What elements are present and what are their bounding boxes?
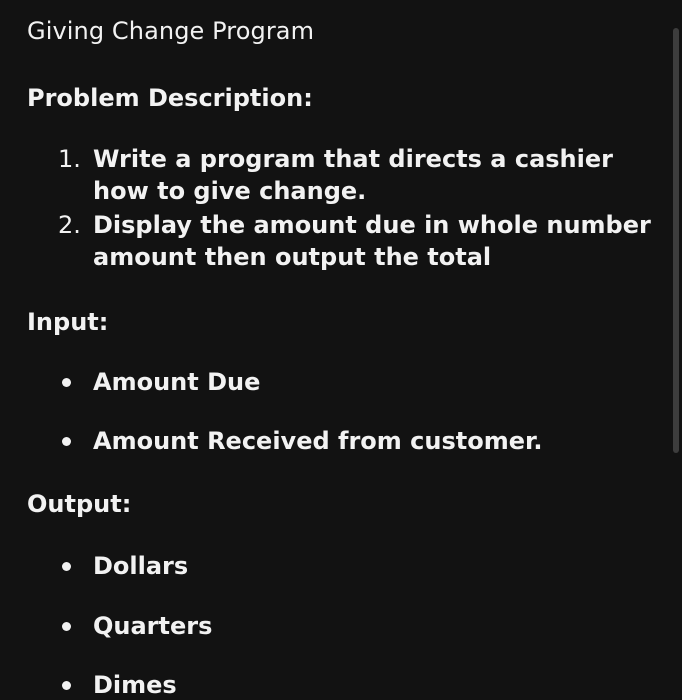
list-item-text: Amount Received from customer. — [93, 427, 543, 455]
input-list-item — [62, 366, 260, 398]
input-list-item — [62, 425, 543, 457]
list-item-text: Dimes — [93, 671, 177, 699]
list-item-text: Amount Due — [93, 368, 261, 396]
list-item-text: Write a program that directs a cashier how to give change. — [93, 145, 613, 205]
list-number: 2. — [58, 211, 81, 239]
bullet-icon — [62, 437, 71, 446]
bullet-icon — [62, 562, 71, 571]
problem-list-item — [58, 143, 658, 207]
output-list-item — [62, 550, 188, 582]
output-list-item — [62, 669, 177, 700]
bullet-icon — [62, 681, 71, 690]
list-number: 1. — [58, 145, 81, 173]
bullet-icon — [62, 622, 71, 631]
problem-description-heading: Problem Description: — [27, 84, 313, 112]
list-item-text: Dollars — [93, 552, 189, 580]
vertical-scrollbar[interactable] — [673, 28, 679, 453]
output-list-item — [62, 610, 212, 642]
list-item-text: Quarters — [93, 612, 213, 640]
output-heading: Output: — [27, 490, 132, 518]
scrollbar-thumb[interactable] — [673, 28, 679, 453]
input-heading: Input: — [27, 308, 109, 336]
problem-list-item — [58, 209, 658, 273]
list-item-text: Display the amount due in whole number amount then output the total — [93, 211, 651, 271]
page-title: Giving Change Program — [27, 17, 315, 45]
bullet-icon — [62, 378, 71, 387]
